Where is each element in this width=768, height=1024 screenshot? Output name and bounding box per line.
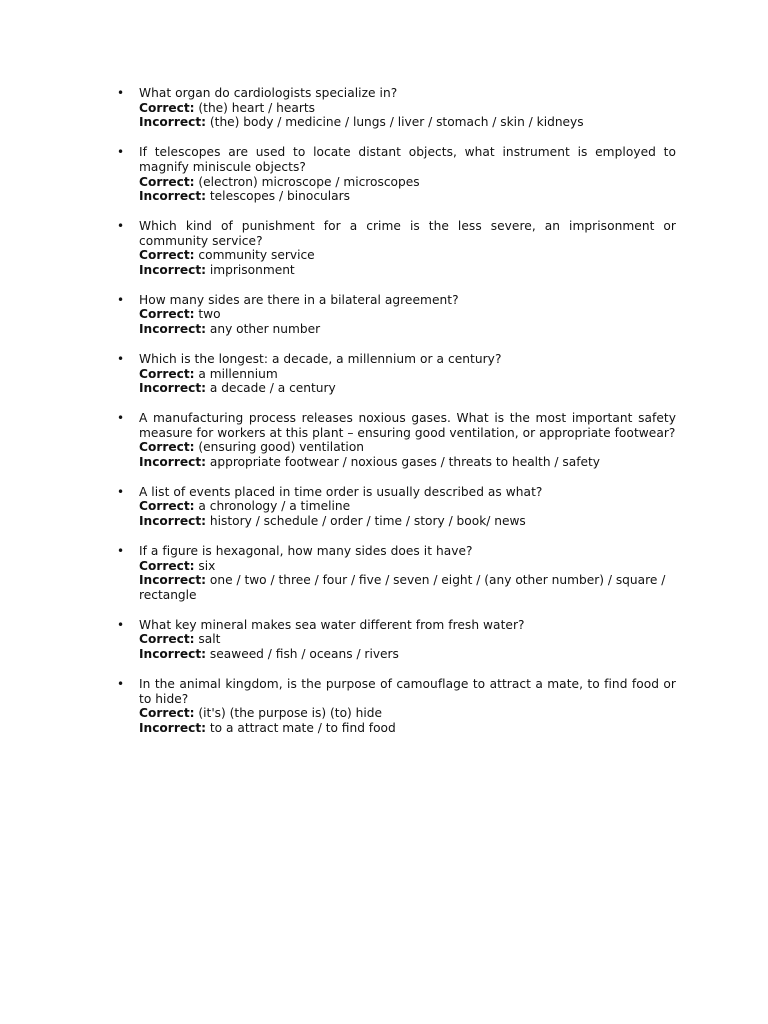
- correct-label: Correct:: [139, 307, 195, 322]
- incorrect-answer: [139, 115, 676, 130]
- incorrect-answer-text: seaweed / fish / oceans / rivers: [209, 647, 399, 662]
- question-text: What key mineral makes sea water different from fresh water?: [139, 617, 525, 632]
- list-item: [117, 292, 676, 337]
- incorrect-answer: [139, 263, 676, 278]
- incorrect-answer-text: one / two / three / four / five / seven / eight / (any other number) / square / rectangle: [139, 573, 666, 602]
- correct-label: Correct:: [139, 100, 195, 115]
- incorrect-answer-text: any other number: [209, 322, 321, 337]
- bullet-icon: •: [117, 145, 125, 160]
- list-item: [117, 410, 676, 470]
- question-text: If a figure is hexagonal, how many sides does it have?: [139, 543, 473, 558]
- correct-label: Correct:: [139, 558, 195, 573]
- correct-label: Correct:: [139, 366, 195, 381]
- incorrect-label: Incorrect:: [139, 514, 207, 529]
- correct-label: Correct:: [139, 248, 195, 263]
- question-text: What organ do cardiologists specialize in?: [139, 86, 398, 100]
- incorrect-label: Incorrect:: [139, 455, 207, 470]
- question-text: If telescopes are used to locate distant objects, what instrument is employed to magnify miniscule objects?: [139, 145, 676, 174]
- incorrect-answer: [139, 514, 676, 529]
- list-item: [117, 484, 676, 529]
- list-item: [117, 86, 676, 130]
- bullet-icon: •: [117, 86, 125, 100]
- incorrect-answer: [139, 721, 676, 736]
- list-item: [117, 351, 676, 396]
- list-item: [117, 617, 676, 662]
- correct-label: Correct:: [139, 174, 195, 189]
- bullet-icon: •: [117, 351, 125, 366]
- list-item: [117, 218, 676, 278]
- incorrect-label: Incorrect:: [139, 189, 207, 204]
- question-text: A manufacturing process releases noxious gases. What is the most important safety measure for workers at this plant – ensuring good ventilation, or appropriate footwear?: [139, 410, 676, 440]
- correct-answer: [139, 248, 676, 263]
- incorrect-label: Incorrect:: [139, 381, 207, 396]
- correct-answer-text: (it's) (the purpose is) (to) hide: [198, 706, 382, 721]
- bullet-icon: •: [117, 617, 125, 632]
- incorrect-answer: [139, 573, 676, 602]
- correct-label: Correct:: [139, 499, 195, 514]
- correct-answer: [139, 499, 676, 514]
- incorrect-label: Incorrect:: [139, 573, 207, 588]
- incorrect-answer: [139, 381, 676, 396]
- incorrect-answer: [139, 455, 676, 470]
- bullet-icon: •: [117, 410, 125, 425]
- question-text: A list of events placed in time order is usually described as what?: [139, 484, 543, 499]
- incorrect-label: Incorrect:: [139, 720, 207, 735]
- incorrect-answer: [139, 647, 676, 662]
- incorrect-label: Incorrect:: [139, 322, 207, 337]
- bullet-icon: •: [117, 484, 125, 499]
- incorrect-answer-text: telescopes / binoculars: [209, 189, 350, 204]
- correct-answer-text: (ensuring good) ventilation: [198, 440, 365, 455]
- correct-answer: [139, 559, 676, 574]
- correct-answer: [139, 367, 676, 382]
- incorrect-answer-text: (the) body / medicine / lungs / liver / stomach / skin / kidneys: [209, 115, 584, 130]
- correct-answer: [139, 632, 676, 647]
- question-text: Which kind of punishment for a crime is the less severe, an imprisonment or community service?: [139, 218, 676, 248]
- incorrect-answer-text: history / schedule / order / time / story / book/ news: [209, 514, 526, 529]
- correct-answer: [139, 175, 676, 190]
- correct-answer-text: six: [198, 558, 216, 573]
- incorrect-answer: [139, 322, 676, 337]
- question-list: [117, 86, 676, 751]
- bullet-icon: •: [117, 676, 125, 691]
- correct-answer-text: community service: [198, 248, 315, 263]
- correct-label: Correct:: [139, 706, 195, 721]
- correct-label: Correct:: [139, 440, 195, 455]
- correct-answer-text: a millennium: [198, 366, 278, 381]
- list-item: [117, 145, 676, 204]
- list-item: [117, 676, 676, 736]
- incorrect-answer-text: a decade / a century: [209, 381, 336, 396]
- question-text: In the animal kingdom, is the purpose of camouflage to attract a mate, to find food or to hide?: [139, 676, 676, 706]
- bullet-icon: •: [117, 218, 125, 233]
- bullet-icon: •: [117, 543, 125, 558]
- bullet-icon: •: [117, 292, 125, 307]
- correct-answer: [139, 307, 676, 322]
- list-item: [117, 543, 676, 603]
- correct-answer: [139, 440, 676, 455]
- correct-answer: [139, 706, 676, 721]
- correct-answer-text: (electron) microscope / microscopes: [198, 174, 420, 189]
- incorrect-answer: [139, 189, 676, 204]
- question-text: How many sides are there in a bilateral agreement?: [139, 292, 459, 307]
- incorrect-label: Incorrect:: [139, 115, 207, 130]
- incorrect-answer-text: appropriate footwear / noxious gases / threats to health / safety: [209, 455, 601, 470]
- incorrect-label: Incorrect:: [139, 263, 207, 278]
- correct-answer-text: a chronology / a timeline: [198, 499, 351, 514]
- incorrect-answer-text: to a attract mate / to find food: [209, 720, 396, 735]
- correct-answer-text: (the) heart / hearts: [198, 100, 315, 115]
- correct-answer-text: salt: [198, 632, 221, 647]
- correct-label: Correct:: [139, 632, 195, 647]
- question-text: Which is the longest: a decade, a millennium or a century?: [139, 351, 502, 366]
- incorrect-answer-text: imprisonment: [209, 263, 295, 278]
- correct-answer: [139, 101, 676, 116]
- incorrect-label: Incorrect:: [139, 647, 207, 662]
- correct-answer-text: two: [198, 307, 221, 322]
